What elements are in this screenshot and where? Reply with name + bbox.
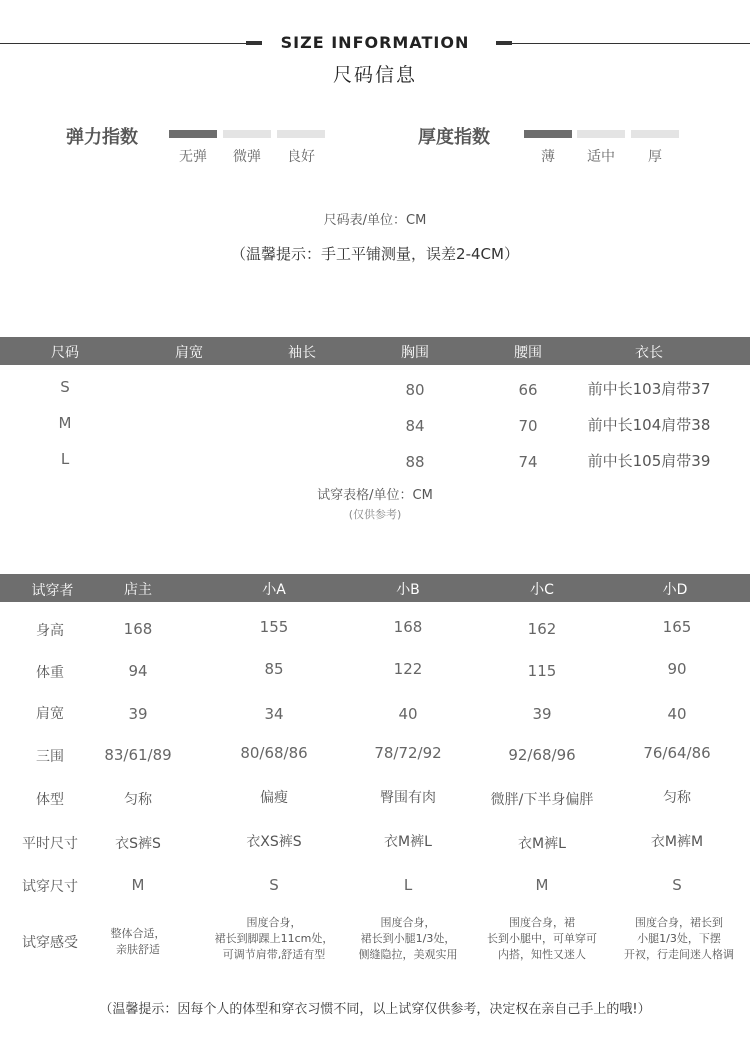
size-chart-tip: （温馨提示：手工平铺测量，误差2-4CM） <box>231 245 519 263</box>
page-title-cn: 尺码信息 <box>332 64 417 86</box>
feel-line: 围度合身， <box>246 916 302 929</box>
table-cell: M <box>535 876 549 894</box>
try-on-unit: 试穿表格/单位：CM <box>317 488 433 503</box>
table-cell: 162 <box>527 620 557 638</box>
table-row <box>0 662 750 684</box>
elasticity-option: 无弹 <box>179 149 207 165</box>
elasticity-option: 微弹 <box>233 149 261 165</box>
table-cell: 165 <box>662 618 692 636</box>
try-on-header-cell: 小D <box>662 582 688 598</box>
table-cell: 80/68/86 <box>240 744 308 762</box>
table-cell: 微胖/下半身偏胖 <box>490 792 594 808</box>
row-label: 试穿感受 <box>22 935 78 951</box>
thickness-bar-3 <box>631 130 679 138</box>
try-on-header-cell: 小C <box>530 582 554 598</box>
elasticity-bar-1 <box>169 130 217 138</box>
chest-cell: 80 <box>405 381 425 399</box>
table-cell: 168 <box>123 620 153 638</box>
table-row <box>0 833 750 855</box>
feel-line: 内搭，知性又迷人 <box>498 948 586 961</box>
row-label: 三围 <box>36 749 64 765</box>
feel-line: 长到小腿中，可单穿可 <box>487 932 597 945</box>
table-cell: 83/61/89 <box>104 746 172 764</box>
table-row <box>0 378 750 400</box>
elasticity-label: 弹力指数 <box>66 127 138 148</box>
feel-line: 开衩，行走间迷人格调 <box>624 948 734 961</box>
try-on-ref-note: (仅供参考) <box>348 508 402 521</box>
table-row <box>0 620 750 642</box>
try-on-table-header <box>0 574 750 602</box>
table-row <box>0 746 750 768</box>
table-cell: 衣M裤L <box>384 834 432 850</box>
table-row <box>0 705 750 727</box>
size-header-cell: 衣长 <box>635 345 663 361</box>
waist-cell: 74 <box>518 453 538 471</box>
size-header-cell: 胸围 <box>401 345 429 361</box>
table-row <box>0 414 750 436</box>
table-cell: 衣S裤S <box>115 836 161 852</box>
table-cell: S <box>269 876 279 894</box>
feel-line: 围度合身，裙长到 <box>635 916 723 929</box>
table-cell: 39 <box>532 705 552 723</box>
feel-line: 围度合身，裙 <box>509 916 575 929</box>
table-row <box>0 876 750 898</box>
table-cell: 115 <box>527 662 557 680</box>
table-cell <box>82 926 194 958</box>
table-cell: L <box>403 876 413 894</box>
table-cell: 85 <box>264 660 284 678</box>
feel-line: 围度合身， <box>380 916 436 929</box>
size-header-cell: 袖长 <box>288 345 316 361</box>
waist-cell: 70 <box>518 417 538 435</box>
table-cell: 122 <box>393 660 423 678</box>
size-table-header <box>0 337 750 365</box>
table-row <box>0 789 750 811</box>
length-cell: 前中长103肩带37 <box>587 380 711 398</box>
table-cell: 偏瘦 <box>260 790 288 806</box>
size-header-cell: 腰围 <box>514 345 542 361</box>
feel-line: 亲肤舒适 <box>116 943 160 956</box>
feel-line: 裙长到小腿1/3处， <box>360 932 456 945</box>
thickness-label: 厚度指数 <box>418 127 490 148</box>
table-cell: 衣M裤L <box>518 836 566 852</box>
thickness-bar-1 <box>524 130 572 138</box>
row-label: 体重 <box>36 665 64 681</box>
table-cell: 92/68/96 <box>508 746 576 764</box>
footer-tip: （温馨提示：因每个人的体型和穿衣习惯不同，以上试穿仅供参考，决定权在亲自己手上的哦!） <box>99 1002 651 1017</box>
table-cell: 155 <box>259 618 289 636</box>
table-cell <box>608 915 750 963</box>
size-header-cell: 肩宽 <box>175 345 203 361</box>
table-cell: 34 <box>264 705 284 723</box>
table-cell: 78/72/92 <box>374 744 442 762</box>
table-cell: 衣XS裤S <box>246 834 302 850</box>
row-label: 体型 <box>36 792 64 808</box>
table-cell <box>474 915 610 963</box>
feel-line: 裙长到脚踝上11cm处， <box>214 932 334 945</box>
title-right-line <box>508 43 750 44</box>
table-cell: S <box>672 876 682 894</box>
chest-cell: 84 <box>405 417 425 435</box>
waist-cell: 66 <box>518 381 538 399</box>
size-cell: S <box>60 378 70 396</box>
thickness-option: 薄 <box>541 149 555 165</box>
length-cell: 前中长105肩带39 <box>587 452 711 470</box>
elasticity-bar-3 <box>277 130 325 138</box>
size-header-cell: 尺码 <box>51 345 79 361</box>
row-label: 试穿尺寸 <box>22 879 78 895</box>
table-cell: 臀围有肉 <box>380 790 436 806</box>
feel-line: 侧缝隐拉，美观实用 <box>358 948 458 961</box>
table-cell: 40 <box>667 705 687 723</box>
row-label: 平时尺寸 <box>22 836 78 852</box>
size-cell: M <box>58 414 72 432</box>
size-cell: L <box>60 450 70 468</box>
table-row <box>0 914 750 966</box>
size-chart-unit: 尺码表/单位：CM <box>323 213 427 228</box>
table-row <box>0 450 750 472</box>
table-cell: 94 <box>128 662 148 680</box>
try-on-header-cell: 店主 <box>124 582 152 598</box>
row-label: 身高 <box>36 623 64 639</box>
feel-line: 可调节肩带,舒适有型 <box>222 948 326 961</box>
try-on-header-cell: 小B <box>396 582 420 598</box>
table-cell: M <box>131 876 145 894</box>
row-label: 肩宽 <box>36 706 64 722</box>
table-cell: 76/64/86 <box>643 744 711 762</box>
table-cell <box>340 915 476 963</box>
table-cell: 168 <box>393 618 423 636</box>
elasticity-option: 良好 <box>287 149 315 165</box>
table-cell: 39 <box>128 705 148 723</box>
length-cell: 前中长104肩带38 <box>587 416 711 434</box>
table-cell: 衣M裤M <box>650 834 704 850</box>
table-cell <box>199 915 349 963</box>
table-cell: 匀称 <box>663 790 691 806</box>
feel-line: 整体合适， <box>110 927 166 940</box>
thickness-option: 适中 <box>587 149 615 165</box>
table-cell: 40 <box>398 705 418 723</box>
feel-line: 小腿1/3处，下摆 <box>637 932 721 945</box>
try-on-header-cell: 小A <box>262 582 286 598</box>
elasticity-bar-2 <box>223 130 271 138</box>
thickness-bar-2 <box>577 130 625 138</box>
table-cell: 90 <box>667 660 687 678</box>
table-cell: 匀称 <box>124 792 152 808</box>
page-title-en: SIZE INFORMATION <box>280 33 470 52</box>
chest-cell: 88 <box>405 453 425 471</box>
try-on-header-cell: 试穿者 <box>31 583 74 599</box>
thickness-option: 厚 <box>648 149 662 165</box>
